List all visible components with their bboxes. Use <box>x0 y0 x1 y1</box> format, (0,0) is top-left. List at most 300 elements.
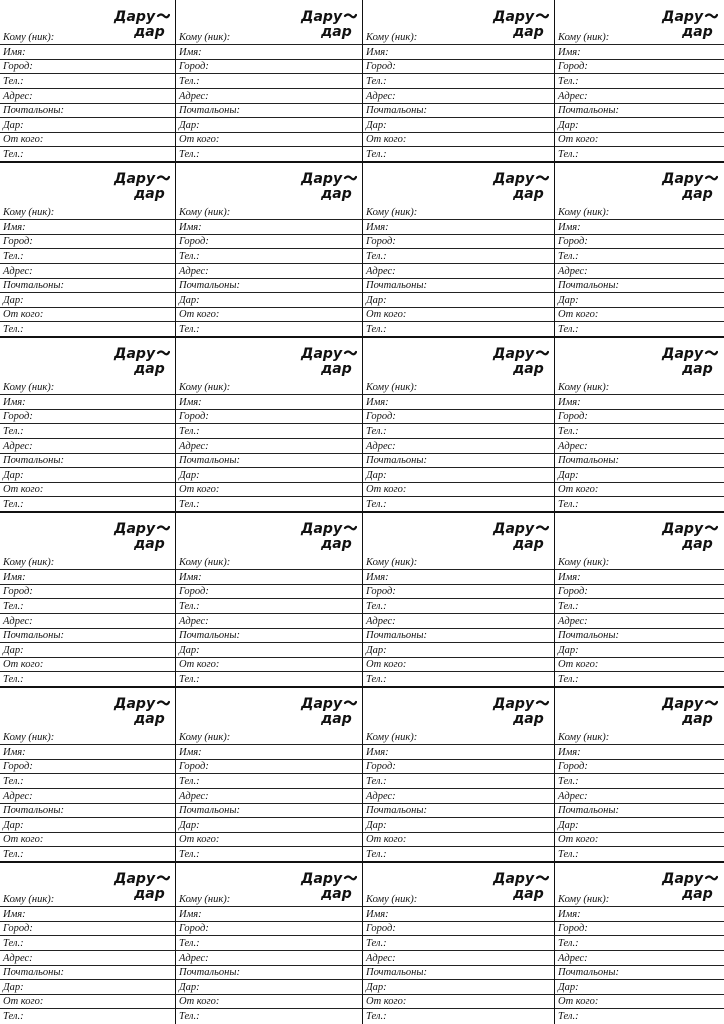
form-field[interactable] <box>0 964 176 979</box>
form-field[interactable] <box>0 248 176 263</box>
form-field[interactable] <box>176 831 363 846</box>
form-field[interactable] <box>363 29 555 44</box>
form-field[interactable] <box>176 758 363 773</box>
field-label: Почтальоны: <box>179 967 240 979</box>
form-field[interactable] <box>555 788 724 803</box>
form-field[interactable] <box>555 321 724 336</box>
form-field[interactable] <box>0 321 176 336</box>
form-field[interactable] <box>176 950 363 965</box>
form-field[interactable] <box>0 394 176 409</box>
form-field[interactable] <box>176 131 363 146</box>
form-field[interactable] <box>0 379 176 394</box>
field-label: Имя: <box>558 221 581 233</box>
form-field[interactable] <box>555 758 724 773</box>
form-field[interactable] <box>0 481 176 496</box>
form-field[interactable] <box>363 920 555 935</box>
form-field[interactable] <box>555 802 724 817</box>
field-label: Тел.: <box>179 251 200 262</box>
field-label: Почтальоны: <box>558 105 619 117</box>
form-field[interactable] <box>363 846 555 861</box>
form-field[interactable] <box>555 204 724 219</box>
form-field[interactable] <box>176 88 363 103</box>
form-field[interactable] <box>176 920 363 935</box>
form-field[interactable] <box>555 583 724 598</box>
form-field[interactable] <box>0 831 176 846</box>
form-field[interactable] <box>0 671 176 686</box>
form-field[interactable] <box>555 117 724 132</box>
form-field[interactable] <box>0 802 176 817</box>
form-field[interactable] <box>0 438 176 453</box>
field-label: Дар: <box>366 819 387 831</box>
form-field[interactable] <box>555 831 724 846</box>
form-field[interactable] <box>363 321 555 336</box>
form-field[interactable] <box>0 219 176 234</box>
form-field[interactable] <box>176 292 363 307</box>
form-field[interactable] <box>555 891 724 906</box>
field-label: Кому (ник): <box>558 894 610 906</box>
field-label: Адрес: <box>3 615 33 627</box>
form-field[interactable] <box>555 627 724 642</box>
form-field[interactable] <box>176 773 363 788</box>
form-field[interactable] <box>363 306 555 321</box>
form-field[interactable] <box>176 979 363 994</box>
form-field[interactable] <box>176 964 363 979</box>
svg-text:дар: дар <box>513 886 544 902</box>
brand-logo <box>112 693 170 727</box>
form-field[interactable] <box>555 44 724 59</box>
form-field[interactable] <box>555 277 724 292</box>
form-field[interactable] <box>363 496 555 511</box>
field-label: Дар: <box>366 644 387 656</box>
form-field[interactable] <box>363 467 555 482</box>
form-field[interactable] <box>363 263 555 278</box>
form-field[interactable] <box>363 204 555 219</box>
field-label: От кого: <box>558 134 599 146</box>
form-field[interactable] <box>176 467 363 482</box>
gift-label-card <box>176 862 363 1024</box>
form-field[interactable] <box>176 263 363 278</box>
form-field[interactable] <box>176 73 363 88</box>
form-field[interactable] <box>363 802 555 817</box>
form-field[interactable] <box>555 496 724 511</box>
form-field[interactable] <box>176 408 363 423</box>
form-field[interactable] <box>363 671 555 686</box>
form-field[interactable] <box>555 452 724 467</box>
form-field[interactable] <box>176 102 363 117</box>
form-field[interactable] <box>176 29 363 44</box>
field-label: Почтальоны: <box>3 455 64 467</box>
field-label: Дар: <box>3 981 24 993</box>
form-field[interactable] <box>363 993 555 1008</box>
form-field[interactable] <box>176 248 363 263</box>
form-field[interactable] <box>363 758 555 773</box>
field-label: От кого: <box>3 484 44 496</box>
form-field[interactable] <box>176 379 363 394</box>
form-field[interactable] <box>0 729 176 744</box>
form-field[interactable] <box>555 394 724 409</box>
form-field[interactable] <box>555 292 724 307</box>
form-field[interactable] <box>0 58 176 73</box>
form-field[interactable] <box>363 233 555 248</box>
form-field[interactable] <box>555 102 724 117</box>
svg-text:Дару: Дару <box>662 171 704 187</box>
form-field[interactable] <box>555 1008 724 1023</box>
form-field[interactable] <box>176 146 363 161</box>
form-field[interactable] <box>555 906 724 921</box>
form-field[interactable] <box>0 117 176 132</box>
form-field[interactable] <box>555 263 724 278</box>
brand-logo <box>491 343 549 377</box>
form-field[interactable] <box>0 744 176 759</box>
field-label: От кого: <box>3 309 44 321</box>
form-field[interactable] <box>0 920 176 935</box>
form-field[interactable] <box>176 906 363 921</box>
form-field[interactable] <box>0 204 176 219</box>
form-field[interactable] <box>363 379 555 394</box>
form-field[interactable] <box>555 729 724 744</box>
form-field[interactable] <box>363 44 555 59</box>
field-label: Почтальоны: <box>558 455 619 467</box>
field-label: Тел.: <box>558 76 579 87</box>
field-label: Тел.: <box>558 426 579 437</box>
field-label: Почтальоны: <box>3 630 64 642</box>
form-field[interactable] <box>555 481 724 496</box>
form-field[interactable] <box>0 656 176 671</box>
field-label: Город: <box>366 761 396 773</box>
field-label: Тел.: <box>366 674 387 685</box>
form-field[interactable] <box>363 906 555 921</box>
field-label: Почтальоны: <box>366 105 427 117</box>
form-field[interactable] <box>555 920 724 935</box>
form-field[interactable] <box>176 569 363 584</box>
field-label: Имя: <box>558 46 581 58</box>
form-field[interactable] <box>0 423 176 438</box>
form-field[interactable] <box>0 452 176 467</box>
form-field[interactable] <box>176 613 363 628</box>
form-field[interactable] <box>555 569 724 584</box>
form-field[interactable] <box>0 306 176 321</box>
field-label: Тел.: <box>558 1011 579 1022</box>
form-field[interactable] <box>176 321 363 336</box>
form-field[interactable] <box>555 88 724 103</box>
field-label: Кому (ник): <box>3 32 55 44</box>
form-field[interactable] <box>176 583 363 598</box>
field-label: Дар: <box>179 294 200 306</box>
field-label: Тел.: <box>179 938 200 949</box>
form-field[interactable] <box>176 204 363 219</box>
form-field[interactable] <box>0 233 176 248</box>
form-field[interactable] <box>555 219 724 234</box>
form-field[interactable] <box>176 817 363 832</box>
form-field[interactable] <box>363 817 555 832</box>
form-field[interactable] <box>0 1008 176 1023</box>
field-label: Город: <box>3 761 33 773</box>
form-field[interactable] <box>555 671 724 686</box>
form-field[interactable] <box>555 642 724 657</box>
form-field[interactable] <box>0 950 176 965</box>
form-field[interactable] <box>176 277 363 292</box>
brand-logo <box>112 518 170 552</box>
form-field[interactable] <box>176 233 363 248</box>
form-field[interactable] <box>363 831 555 846</box>
form-field[interactable] <box>176 627 363 642</box>
field-label: От кого: <box>179 309 220 321</box>
form-field[interactable] <box>363 117 555 132</box>
form-field[interactable] <box>0 642 176 657</box>
form-field[interactable] <box>176 935 363 950</box>
svg-text:дар: дар <box>513 711 544 727</box>
field-label: Кому (ник): <box>558 32 610 44</box>
svg-text:дар: дар <box>321 186 352 202</box>
form-field[interactable] <box>363 979 555 994</box>
brand-logo <box>299 168 357 202</box>
form-field[interactable] <box>176 656 363 671</box>
form-field[interactable] <box>0 613 176 628</box>
field-label: Город: <box>558 761 588 773</box>
form-field[interactable] <box>363 219 555 234</box>
field-label: Тел.: <box>3 1011 24 1022</box>
field-label: Адрес: <box>366 952 396 964</box>
form-field[interactable] <box>0 979 176 994</box>
form-field[interactable] <box>363 131 555 146</box>
form-field[interactable] <box>0 292 176 307</box>
form-field[interactable] <box>555 58 724 73</box>
gift-label-card <box>555 0 724 162</box>
form-field[interactable] <box>555 306 724 321</box>
form-field[interactable] <box>0 758 176 773</box>
form-field[interactable] <box>0 993 176 1008</box>
form-field[interactable] <box>0 598 176 613</box>
form-field[interactable] <box>555 598 724 613</box>
form-field[interactable] <box>363 773 555 788</box>
form-field[interactable] <box>363 394 555 409</box>
form-field[interactable] <box>363 1008 555 1023</box>
form-field[interactable] <box>555 979 724 994</box>
form-field[interactable] <box>555 131 724 146</box>
field-label: От кого: <box>558 484 599 496</box>
form-field[interactable] <box>176 438 363 453</box>
form-field[interactable] <box>363 788 555 803</box>
form-field[interactable] <box>363 423 555 438</box>
form-field[interactable] <box>176 891 363 906</box>
form-field[interactable] <box>0 263 176 278</box>
field-label: Дар: <box>3 119 24 131</box>
brand-logo <box>491 518 549 552</box>
field-label: Тел.: <box>179 426 200 437</box>
field-label: От кого: <box>179 134 220 146</box>
field-label: Адрес: <box>3 440 33 452</box>
form-field[interactable] <box>0 131 176 146</box>
form-field[interactable] <box>176 846 363 861</box>
form-field[interactable] <box>0 408 176 423</box>
field-label: Адрес: <box>558 90 588 102</box>
field-label: Тел.: <box>366 251 387 262</box>
form-field[interactable] <box>555 993 724 1008</box>
form-field[interactable] <box>0 29 176 44</box>
form-field[interactable] <box>176 423 363 438</box>
field-label: Имя: <box>3 46 26 58</box>
form-field[interactable] <box>0 496 176 511</box>
field-label: Кому (ник): <box>179 382 231 394</box>
form-field[interactable] <box>176 993 363 1008</box>
form-field[interactable] <box>363 642 555 657</box>
field-label: Дар: <box>3 294 24 306</box>
form-field[interactable] <box>363 583 555 598</box>
form-field[interactable] <box>0 788 176 803</box>
form-field[interactable] <box>363 950 555 965</box>
form-field[interactable] <box>555 935 724 950</box>
form-field[interactable] <box>363 613 555 628</box>
form-field[interactable] <box>555 248 724 263</box>
form-field[interactable] <box>176 481 363 496</box>
form-field[interactable] <box>176 1008 363 1023</box>
form-field[interactable] <box>0 88 176 103</box>
form-field[interactable] <box>363 58 555 73</box>
form-field[interactable] <box>555 146 724 161</box>
form-field[interactable] <box>555 950 724 965</box>
form-field[interactable] <box>0 467 176 482</box>
form-field[interactable] <box>363 964 555 979</box>
svg-text:дар: дар <box>134 186 165 202</box>
form-field[interactable] <box>176 58 363 73</box>
form-field[interactable] <box>176 306 363 321</box>
field-label: Кому (ник): <box>366 382 418 394</box>
form-field[interactable] <box>0 102 176 117</box>
svg-text:дар: дар <box>134 711 165 727</box>
form-field[interactable] <box>0 906 176 921</box>
form-field[interactable] <box>555 73 724 88</box>
gift-label-card <box>555 687 724 862</box>
form-field[interactable] <box>363 935 555 950</box>
form-field[interactable] <box>555 773 724 788</box>
form-field[interactable] <box>555 846 724 861</box>
form-field[interactable] <box>176 788 363 803</box>
form-field[interactable] <box>363 408 555 423</box>
field-label: Кому (ник): <box>179 732 231 744</box>
form-field[interactable] <box>555 744 724 759</box>
form-field[interactable] <box>363 248 555 263</box>
form-field[interactable] <box>555 379 724 394</box>
field-label: Тел.: <box>366 76 387 87</box>
field-label: Тел.: <box>3 674 24 685</box>
form-field[interactable] <box>176 44 363 59</box>
form-field[interactable] <box>363 627 555 642</box>
form-field[interactable] <box>363 438 555 453</box>
form-field[interactable] <box>555 467 724 482</box>
form-field[interactable] <box>0 554 176 569</box>
gift-label-card <box>363 862 555 1024</box>
form-field[interactable] <box>363 73 555 88</box>
form-field[interactable] <box>555 408 724 423</box>
svg-text:Дару: Дару <box>493 346 535 362</box>
field-label: Дар: <box>558 469 579 481</box>
form-field[interactable] <box>0 846 176 861</box>
form-field[interactable] <box>176 642 363 657</box>
field-label: Дар: <box>179 644 200 656</box>
brand-logo <box>112 168 170 202</box>
form-field[interactable] <box>555 233 724 248</box>
form-field[interactable] <box>363 102 555 117</box>
field-label: Тел.: <box>179 149 200 160</box>
form-field[interactable] <box>555 29 724 44</box>
form-field[interactable] <box>0 277 176 292</box>
form-field[interactable] <box>363 569 555 584</box>
form-field[interactable] <box>0 891 176 906</box>
form-field[interactable] <box>176 496 363 511</box>
field-label: Тел.: <box>558 251 579 262</box>
form-field[interactable] <box>176 117 363 132</box>
form-field[interactable] <box>555 423 724 438</box>
form-field[interactable] <box>363 729 555 744</box>
form-field[interactable] <box>176 452 363 467</box>
form-field[interactable] <box>363 452 555 467</box>
form-field[interactable] <box>0 817 176 832</box>
svg-text:Дару: Дару <box>301 521 343 537</box>
field-label: Имя: <box>179 221 202 233</box>
form-field[interactable] <box>0 44 176 59</box>
form-field[interactable] <box>176 744 363 759</box>
form-field[interactable] <box>176 598 363 613</box>
form-field[interactable] <box>176 394 363 409</box>
form-field[interactable] <box>363 292 555 307</box>
form-field[interactable] <box>176 671 363 686</box>
svg-text:Дару: Дару <box>662 871 704 887</box>
form-field[interactable] <box>363 656 555 671</box>
field-label: От кого: <box>179 484 220 496</box>
form-field[interactable] <box>555 438 724 453</box>
form-field[interactable] <box>176 729 363 744</box>
form-field[interactable] <box>0 627 176 642</box>
field-label: От кого: <box>366 134 407 146</box>
form-field[interactable] <box>363 598 555 613</box>
form-field[interactable] <box>555 964 724 979</box>
field-label: Имя: <box>366 908 389 920</box>
field-label: Почтальоны: <box>558 630 619 642</box>
form-field[interactable] <box>363 146 555 161</box>
form-field[interactable] <box>555 613 724 628</box>
field-label: Имя: <box>3 571 26 583</box>
field-label: Город: <box>179 761 209 773</box>
field-label: Тел.: <box>3 324 24 335</box>
form-field[interactable] <box>363 88 555 103</box>
form-field[interactable] <box>363 744 555 759</box>
field-label: Дар: <box>558 119 579 131</box>
field-label: Город: <box>179 923 209 935</box>
form-field[interactable] <box>363 277 555 292</box>
form-field[interactable] <box>363 891 555 906</box>
form-field[interactable] <box>176 554 363 569</box>
form-field[interactable] <box>0 569 176 584</box>
form-field[interactable] <box>0 583 176 598</box>
form-field[interactable] <box>555 554 724 569</box>
form-field[interactable] <box>176 802 363 817</box>
form-field[interactable] <box>555 817 724 832</box>
form-field[interactable] <box>176 219 363 234</box>
form-field[interactable] <box>0 73 176 88</box>
form-field[interactable] <box>0 935 176 950</box>
field-label: Адрес: <box>366 615 396 627</box>
gift-label-card <box>176 162 363 337</box>
field-label: От кого: <box>179 996 220 1008</box>
field-label: Почтальоны: <box>558 280 619 292</box>
field-label: Город: <box>558 236 588 248</box>
form-field[interactable] <box>555 656 724 671</box>
form-field[interactable] <box>363 481 555 496</box>
form-field[interactable] <box>0 773 176 788</box>
form-field[interactable] <box>363 554 555 569</box>
field-label: Адрес: <box>3 90 33 102</box>
form-field[interactable] <box>0 146 176 161</box>
